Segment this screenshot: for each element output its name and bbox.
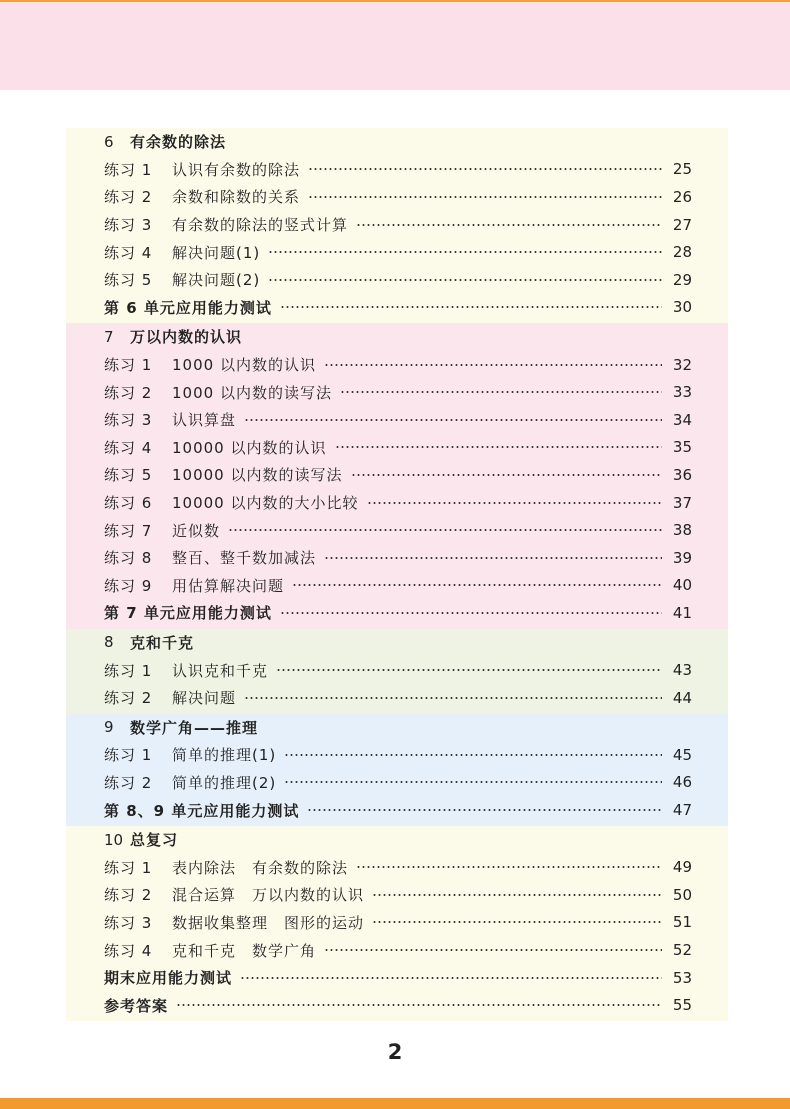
dot-leader [244,419,662,421]
toc-entry[interactable] [66,656,728,684]
page-ref: 30 [672,298,692,317]
toc-entry[interactable] [66,489,728,517]
entry-label [104,602,272,623]
page-ref: 51 [672,913,692,932]
dot-leader [284,754,662,756]
exercise-number: 练习 4 [104,243,153,262]
section-heading [66,713,728,741]
entry-label [104,186,300,207]
dot-leader [176,1004,662,1006]
entry-title: 第 8、9 单元应用能力测试 [104,801,300,820]
entry-title: 期末应用能力测试 [104,969,233,988]
dot-leader [240,977,662,979]
entry-title: 认识有余数的除法 [172,160,301,179]
header-band [0,2,790,90]
toc-entry[interactable] [66,741,728,769]
toc-entry[interactable] [66,406,728,434]
toc-entry[interactable] [66,544,728,572]
page-ref: 33 [672,383,692,402]
page-ref: 29 [672,270,692,289]
section-title: 克和千克 [130,633,195,652]
toc-test-entry[interactable] [66,599,728,627]
dot-leader [324,949,662,951]
dot-leader [356,224,662,226]
dot-leader [276,669,662,671]
entry-title: 数据收集整理 图形的运动 [172,913,365,932]
toc-entry[interactable] [66,461,728,489]
entry-title: 1000 以内数的认识 [172,356,316,375]
section-title: 有余数的除法 [130,133,227,152]
section-number: 9 [104,718,114,737]
entry-label [104,159,300,180]
toc-entry[interactable] [66,156,728,184]
toc-entry[interactable] [66,238,728,266]
exercise-number: 练习 1 [104,746,153,765]
section-number: 8 [104,633,114,652]
page-ref: 45 [672,745,692,764]
dot-leader [244,697,662,699]
entry-label [104,967,232,988]
entry-title: 解决问题(1) [172,243,261,262]
entry-title: 简单的推理(1) [172,746,277,765]
toc-entry[interactable] [66,183,728,211]
entry-label [104,857,348,878]
dot-leader [356,866,662,868]
exercise-number: 练习 5 [104,466,153,485]
entry-label [104,214,348,235]
dot-leader [268,251,662,253]
page-ref: 38 [672,521,692,540]
entry-label [104,660,268,681]
toc-entry[interactable] [66,434,728,462]
toc-section [66,323,728,629]
exercise-number: 练习 2 [104,886,153,905]
toc-entry[interactable] [66,769,728,797]
section-title: 数学广角——推理 [130,718,259,737]
page-ref: 52 [672,941,692,960]
page-ref: 35 [672,438,692,457]
exercise-number: 练习 5 [104,271,153,290]
section-heading [66,629,728,657]
page-ref: 37 [672,493,692,512]
toc-section [66,629,728,714]
entry-title: 有余数的除法的竖式计算 [172,216,349,235]
entry-label [104,382,332,403]
page-ref: 39 [672,548,692,567]
section-number: 7 [104,327,114,346]
dot-leader [324,557,662,559]
entry-label [104,354,316,375]
section-number: 6 [104,132,114,151]
toc-entry[interactable] [66,351,728,379]
section-heading [66,323,728,351]
entry-label [104,575,284,596]
entry-title: 简单的推理(2) [172,773,277,792]
page-ref: 41 [672,603,692,622]
dot-leader [228,529,662,531]
entry-label [104,409,236,430]
page-ref: 25 [672,160,692,179]
section-heading [66,826,728,854]
exercise-number: 练习 2 [104,383,153,402]
dot-leader [324,364,662,366]
exercise-number: 练习 1 [104,858,153,877]
toc-entry[interactable] [66,853,728,881]
entry-label [104,772,276,793]
entry-label [104,437,327,458]
entry-label [104,547,316,568]
entry-title: 参考答案 [104,996,169,1015]
entry-label [104,464,343,485]
entry-title: 10000 以内数的大小比较 [172,494,359,513]
entry-title: 表内除法 有余数的除法 [172,858,349,877]
toc-entry[interactable] [66,572,728,600]
exercise-number: 练习 1 [104,661,153,680]
dot-leader [284,781,662,783]
entry-title: 第 7 单元应用能力测试 [104,604,272,623]
toc-test-entry[interactable] [66,991,728,1019]
exercise-number: 练习 3 [104,913,153,932]
entry-label [104,520,220,541]
entry-label [104,884,364,905]
section-number: 10 [104,830,124,849]
entry-label [104,940,316,961]
dot-leader [308,196,662,198]
toc-entry[interactable] [66,211,728,239]
dot-leader [351,474,663,476]
entry-label [104,297,272,318]
exercise-number: 练习 1 [104,160,153,179]
entry-label [104,800,299,821]
entry-title: 认识算盘 [172,411,237,430]
toc-entry[interactable] [66,936,728,964]
page-ref: 27 [672,215,692,234]
entry-label [104,242,260,263]
toc-test-entry[interactable] [66,964,728,992]
page-ref: 34 [672,410,692,429]
entry-title: 解决问题 [172,689,237,708]
page-ref: 32 [672,355,692,374]
exercise-number: 练习 2 [104,773,153,792]
entry-title: 用估算解决问题 [172,576,285,595]
exercise-number: 练习 4 [104,438,153,457]
exercise-number: 练习 3 [104,216,153,235]
toc-test-entry[interactable] [66,294,728,322]
toc-entry[interactable] [66,909,728,937]
toc-entry[interactable] [66,378,728,406]
dot-leader [268,279,662,281]
exercise-number: 练习 1 [104,356,153,375]
exercise-number: 练习 3 [104,411,153,430]
section-title: 万以内数的认识 [130,328,243,347]
entry-label [104,687,236,708]
page-ref: 36 [672,465,692,484]
exercise-number: 练习 7 [104,521,153,540]
dot-leader [280,306,662,308]
page-number: 2 [387,1040,403,1064]
entry-title: 第 6 单元应用能力测试 [104,298,272,317]
toc-entry[interactable] [66,266,728,294]
toc-entry[interactable] [66,684,728,712]
entry-title: 10000 以内数的认识 [172,438,327,457]
dot-leader [335,446,663,448]
page-ref: 55 [672,996,692,1015]
entry-title: 认识克和千克 [172,661,269,680]
entry-label [104,744,276,765]
page-ref: 47 [672,801,692,820]
page-ref: 44 [672,688,692,707]
exercise-number: 练习 2 [104,188,153,207]
entry-label [104,912,364,933]
entry-title: 1000 以内数的读写法 [172,383,332,402]
exercise-number: 练习 8 [104,549,153,568]
exercise-number: 练习 9 [104,576,153,595]
entry-title: 混合运算 万以内数的认识 [172,886,365,905]
toc-entry[interactable] [66,516,728,544]
exercise-number: 练习 6 [104,494,153,513]
page-ref: 28 [672,243,692,262]
dot-leader [307,809,662,811]
exercise-number: 练习 4 [104,941,153,960]
entry-title: 整百、整千数加减法 [172,549,317,568]
page-ref: 26 [672,187,692,206]
page-ref: 43 [672,661,692,680]
entry-title: 10000 以内数的读写法 [172,466,343,485]
dot-leader [308,168,662,170]
page-ref: 40 [672,576,692,595]
toc-section [66,128,728,323]
page-ref: 53 [672,968,692,987]
toc-section [66,826,728,1021]
entry-title: 克和千克 数学广角 [172,941,317,960]
entry-label [104,492,359,513]
entry-title: 近似数 [172,521,221,540]
entry-title: 解决问题(2) [172,271,261,290]
toc-entry[interactable] [66,881,728,909]
toc-test-entry[interactable] [66,796,728,824]
page-ref: 50 [672,885,692,904]
dot-leader [292,584,662,586]
entry-title: 余数和除数的关系 [172,188,301,207]
section-heading [66,128,728,156]
exercise-number: 练习 2 [104,689,153,708]
page-ref: 49 [672,858,692,877]
table-of-contents [66,128,728,1021]
section-title: 总复习 [130,831,179,850]
entry-label [104,995,168,1016]
toc-section [66,713,728,825]
dot-leader [340,391,662,393]
entry-label [104,269,260,290]
footer-band [0,1098,790,1109]
page-ref: 46 [672,773,692,792]
dot-leader [372,894,662,896]
dot-leader [367,502,663,504]
dot-leader [372,921,662,923]
dot-leader [280,612,662,614]
